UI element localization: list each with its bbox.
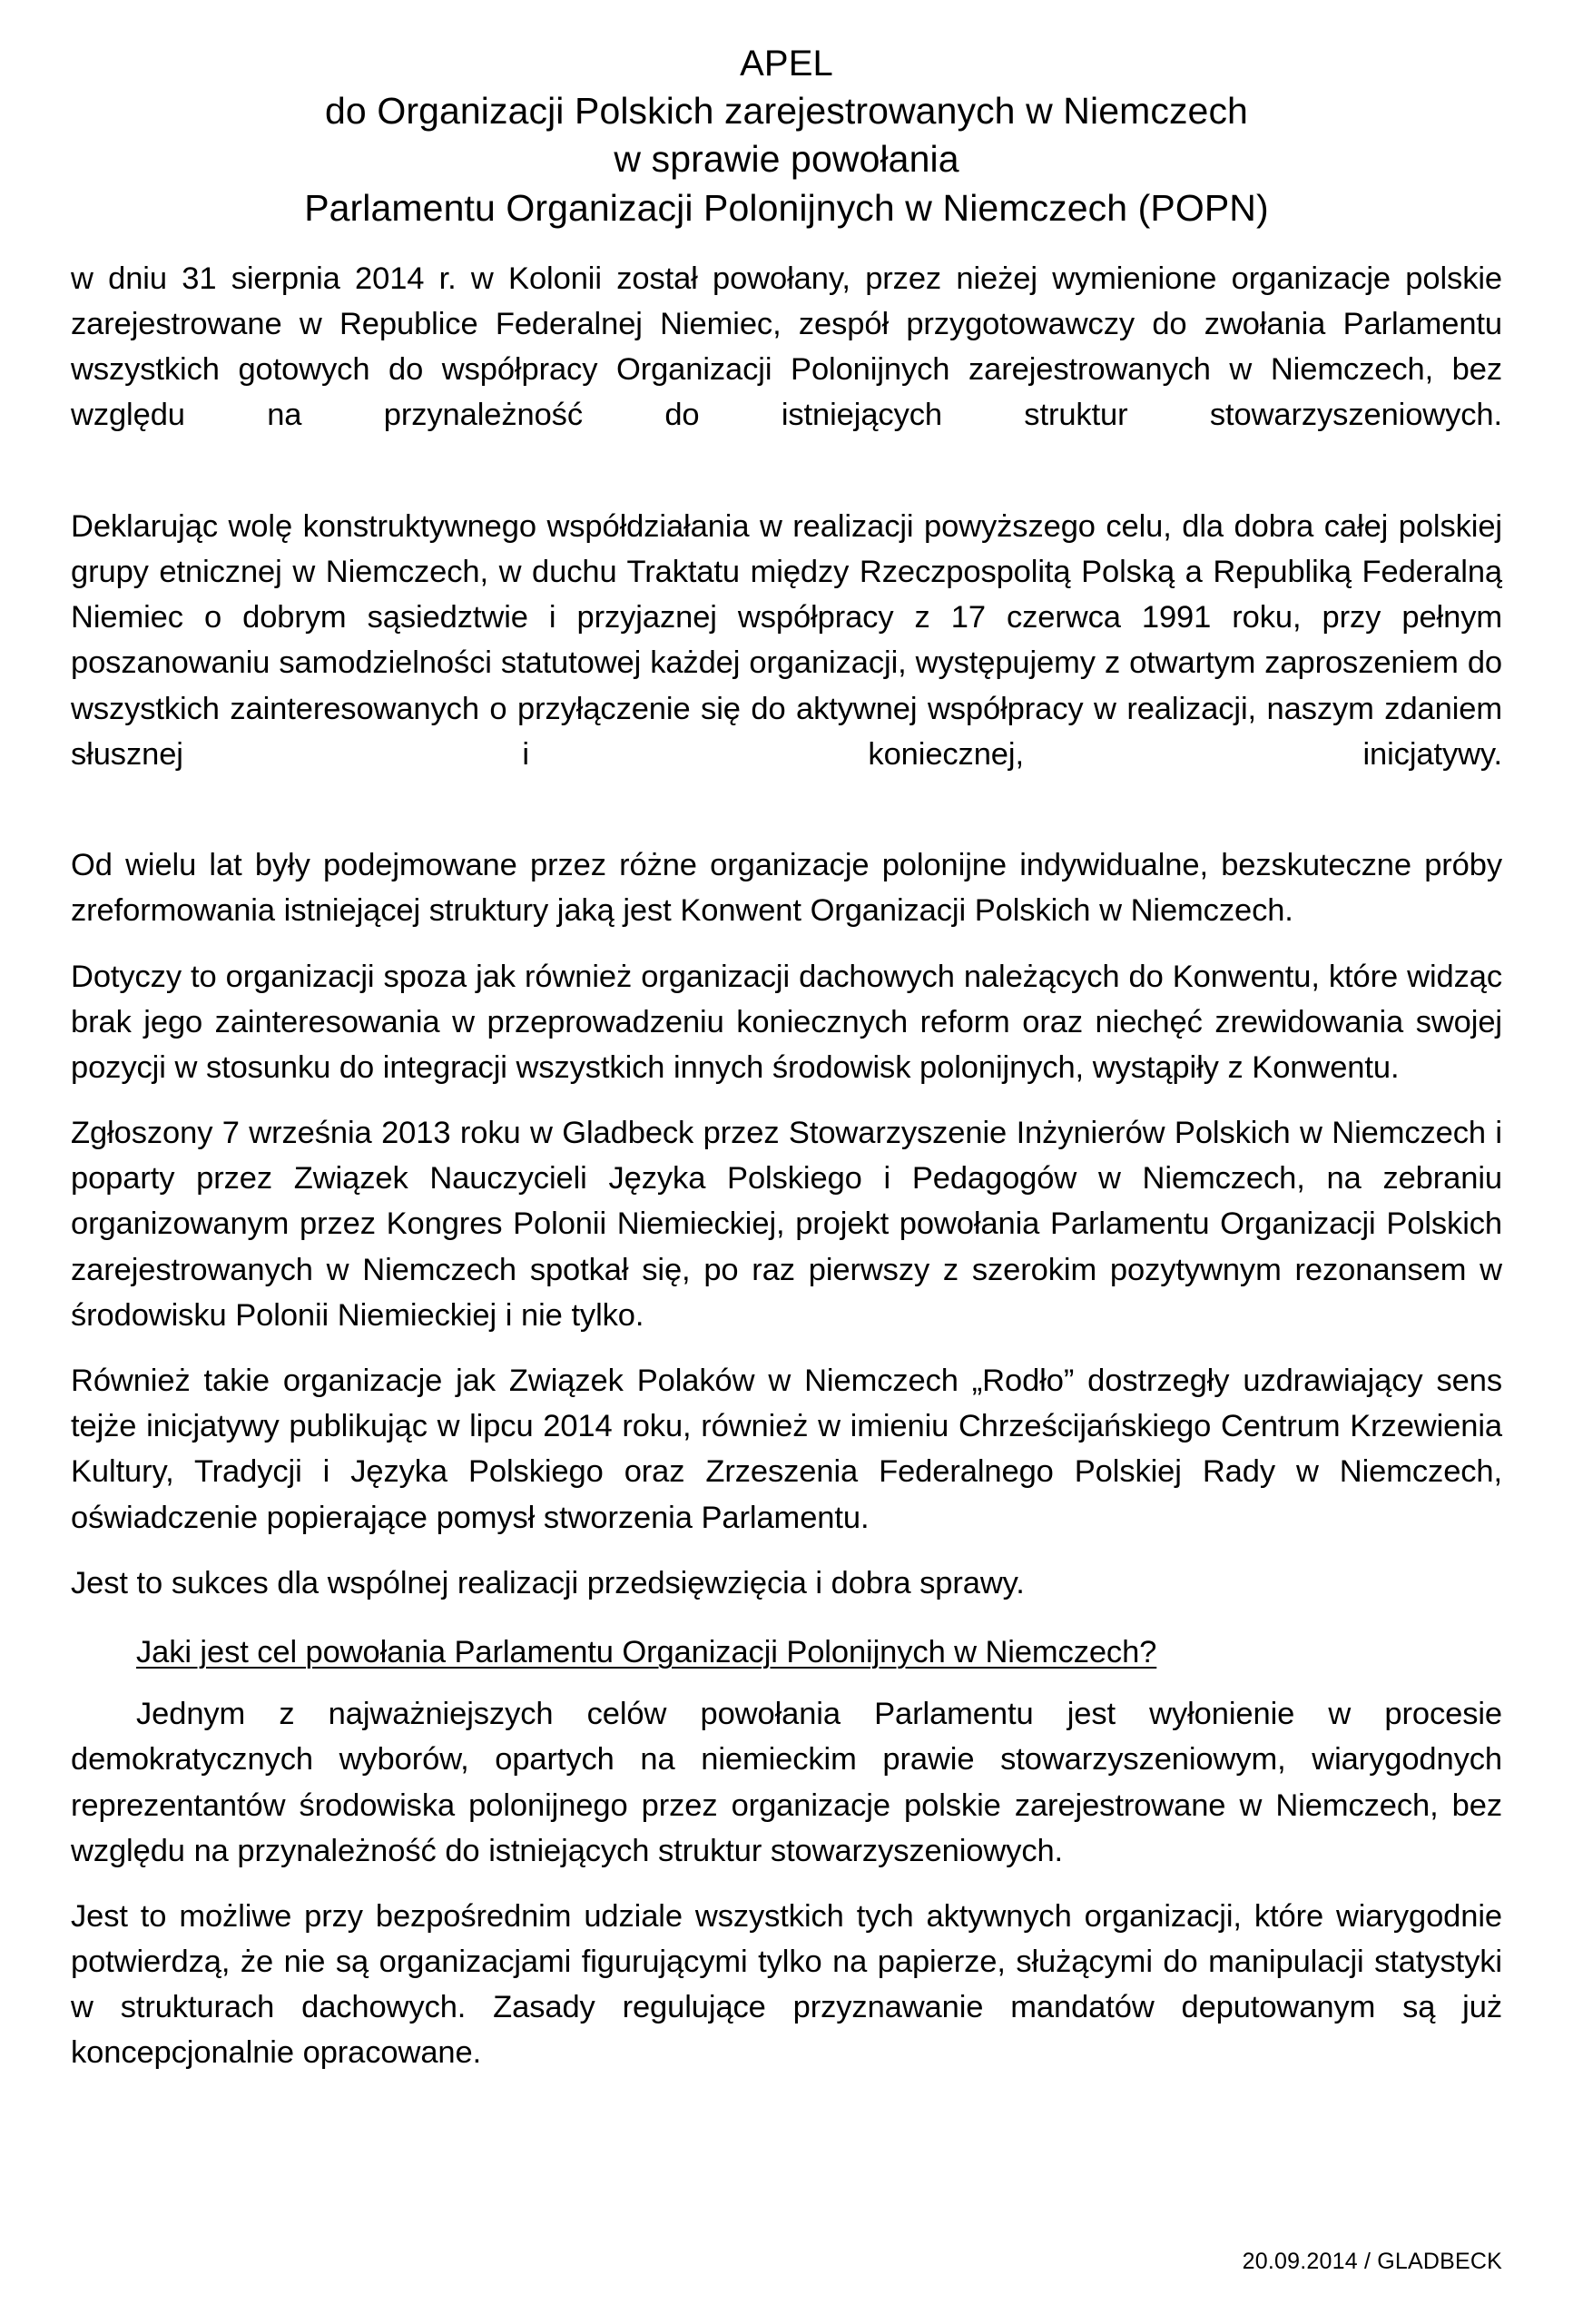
title-line-1: APEL [740,44,833,84]
body-paragraph: Od wielu lat były podejmowane przez różne organizacje polonijne indywidualne, bezskuteczne próby zreformowania istniejącej struktury jaką jest Konwent Organizacji Polskich w Niemczech. [71,848,1502,929]
question-heading [71,1630,1502,1675]
title-line-3: w sprawie powołania [614,138,959,181]
body-paragraph: Deklarując wolę konstruktywnego współdziałania w realizacji powyższego celu, dla dobra całej polskiej grupy etnicznej w Niemczech, w duchu Traktatu między Rzeczpospolitą Polską a Republiką Federalną Niemiec o dobrym sąsiedztwie i przyjaznej współpracy z 17 czerwca 1991 roku, przy pełnym poszanowaniu samodzielności statutowej każdej organizacji, występujemy z otwartym zaproszeniem do wszystkich zainteresowanych o przyłączenie się do aktywnej współpracy w realizacji, naszym zdaniem słusznej i koniecznej, inicjatywy. [71,508,1502,772]
question-heading-text: Jaki jest cel powołania Parlamentu Organizacji Polonijnych w Niemczech? [136,1634,1157,1669]
body-paragraph: Zgłoszony 7 września 2013 roku w Gladbeck przez Stowarzyszenie Inżynierów Polskich w Niemczech i poparty przez Związek Nauczycieli Języka Polskiego i Pedagogów w Niemczech, na zebraniu organizowanym przez Kongres Polonii Niemieckiej, projekt powołania Parlamentu Organizacji Polskich zarejestrowanych w Niemczech spotkał się, po raz pierwszy z szerokim pozytywnym rezonansem w środowisku Polonii Niemieckiej i nie tylko. [71,1116,1502,1333]
body-paragraph: w dniu 31 sierpnia 2014 r. w Kolonii został powołany, przez nieżej wymienione organizacje polskie zarejestrowane w Republice Federalnej Niemiec, zespół przygotowawczy do zwołania Parlamentu wszystkich gotowych do współpracy Organizacji Polonijnych zarejestrowanych w Niemczech, bez względu na przynależność do istniejących struktur stowarzyszeniowych. [71,261,1502,433]
body-paragraph: Dotyczy to organizacji spoza jak również organizacji dachowych należących do Konwentu, które widząc brak jego zainteresowania w przeprowadzeniu koniecznych reform oraz niechęć zrewidowania swojej pozycji w stosunku do integracji wszystkich innych środowisk polonijnych, wystąpiły z Konwentu. [71,959,1502,1085]
title-line-2: do Organizacji Polskich zarejestrowanych w Niemczech [325,90,1248,132]
body-paragraph: Również takie organizacje jak Związek Polaków w Niemczech „Rodło” dostrzegły uzdrawiający sens tejże inicjatywy publikując w lipcu 2014 roku, również w imieniu Chrześcijańskiego Centrum Krzewienia Kultury, Tradycji i Języka Polskiego oraz Zrzeszenia Federalnego Polskiej Rady w Niemczech, oświadczenie popierające pomysł stworzenia Parlamentu. [71,1364,1502,1535]
footer-stamp: 20.09.2014 / GLADBECK [1242,2249,1502,2274]
document-content [71,40,1502,2096]
body-paragraph: Jednym z najważniejszych celów powołania Parlamentu jest wyłonienie w procesie demokratycznych wyborów, opartych na niemieckim prawie stowarzyszeniowym, wiarygodnych reprezentantów środowiska polonijnego przez organizacje polskie zarejestrowane w Niemczech, bez względu na przynależność do istniejących struktur stowarzyszeniowych. [71,1697,1502,1868]
title-line-4: Parlamentu Organizacji Polonijnych w Niemczech (POPN) [304,186,1269,229]
body-paragraph: Jest to możliwe przy bezpośrednim udziale wszystkich tych aktywnych organizacji, które wiarygodnie potwierdzą, że nie są organizacjami figurującymi tylko na papierze, służącymi do manipulacji statystyki w strukturach dachowych. Zasady regulujące przyznawanie mandatów deputowanym są już koncepcjonalnie opracowane. [71,1898,1502,2071]
body-paragraph: Jest to sukces dla wspólnej realizacji przedsięwzięcia i dobra sprawy. [71,1565,1025,1600]
document-title-block [71,40,1502,232]
